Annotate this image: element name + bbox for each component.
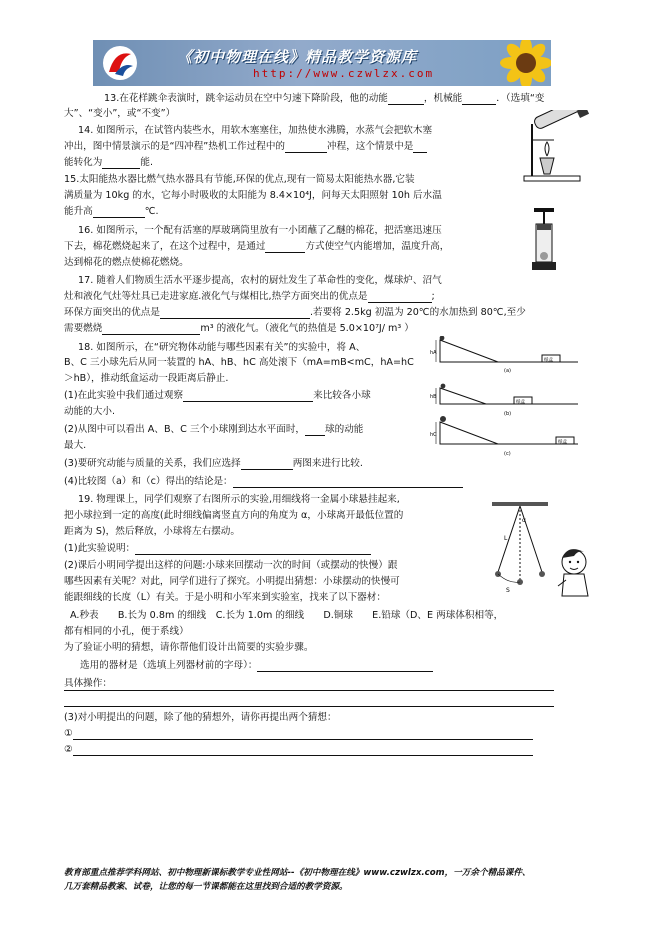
q14-line2: 冲出，图中情景演示的是“四冲程”热机工作过程中的 冲程，这个情景中是	[64, 141, 427, 153]
blank[interactable]	[285, 142, 327, 153]
footer-line1: 教育部重点推荐学科网站、初中物理新课标教学专业性网站--《初中物理在线》www.czwlzx.com，一万余个精品课件、	[64, 868, 531, 878]
q19-line6: 哪些因素有关呢？对此，同学们进行了探究。小明提出猜想：小球摆动的快慢可	[64, 576, 400, 587]
q13-line2: 大”、“变小”，或“不变”）	[64, 108, 176, 119]
label-alpha: α	[522, 517, 526, 524]
blank[interactable]	[305, 425, 325, 436]
q19-line11: 选用的器材是（选填上列器材前的字母）：	[80, 660, 433, 672]
q16-line3: 达到棉花的燃点使棉花燃烧。	[64, 257, 189, 268]
blank[interactable]	[368, 292, 432, 303]
q14-line3: 能转化为 能.	[64, 157, 154, 168]
q19-line12: 具体操作：	[64, 678, 112, 689]
blank[interactable]	[462, 94, 496, 105]
glass-cylinder-figure	[530, 206, 558, 274]
q18-line8: (3)要研究动能与质量的关系，我们应选择 两图来进行比较.	[64, 458, 363, 469]
blank[interactable]	[413, 142, 427, 153]
banner-url[interactable]: http://www.czwlzx.com	[253, 67, 435, 80]
q16-line2: 下去，棉花燃烧起来了，在这个过程中，是通过 方式使空气内能增加，温度升高，	[64, 241, 450, 252]
pendulum-figure	[478, 500, 598, 600]
q19-line4: (1)此实验说明：	[64, 543, 371, 555]
q15-line2: 满质量为 10kg 的水，它每小时吸收的太阳能为 8.4×10⁴J，问每天太阳照射 10h 后水温	[64, 190, 442, 201]
blank[interactable]	[257, 661, 433, 672]
boy-cartoon-icon	[558, 549, 588, 596]
box-a-label: 纸盒	[544, 358, 553, 363]
blank[interactable]	[93, 207, 145, 218]
ramp-c	[430, 416, 578, 457]
box-c-label: 纸盒	[558, 440, 567, 445]
q19-line5: (2)课后小明同学提出这样的问题:小球来回摆动一次的时间（或摆动的快慢）跟	[64, 560, 398, 571]
blank[interactable]	[160, 308, 310, 319]
q13-line1: 13.在花样跳伞表演时，跳伞运动员在空中匀速下降阶段，他的动能 ，机械能 ．（选填“变	[104, 93, 545, 104]
q19-line13: (3)对小明提出的问题，除了他的猜想外，请你再提出两个猜想：	[64, 712, 337, 723]
footer-line2: 几万套精品教案、试卷，让您的每一节课都能在这里找到合适的教学资源。	[64, 882, 348, 892]
label-hB: hB	[430, 394, 437, 400]
q15-line1: 15.太阳能热水器比燃气热水器具有节能,环保的优点,现有一简易太阳能热水器,它装	[64, 174, 415, 185]
fig-label-a: (a)	[504, 368, 511, 374]
q19-line7: 能跟细线的长度（L）有关。于是小明和小军来到实验室，找来了以下器材：	[64, 592, 386, 603]
q17-line3: 环保方面突出的优点是 .若要将 2.5kg 初温为 20℃的水加热到 80℃,至少	[64, 307, 526, 318]
q19-line10: 为了验证小明的猜想，请你帮他们设计出简要的实验步骤。	[64, 642, 314, 653]
answer-line[interactable]	[64, 706, 554, 707]
banner-title: 《初中物理在线》精品教学资源库	[177, 48, 418, 66]
q18-line3: ＞hB），推动纸盒运动一段距离后静止.	[64, 373, 229, 384]
test-tube-heating-figure	[510, 110, 600, 184]
ramp-a	[430, 336, 578, 374]
q18-line7: 最大.	[64, 440, 87, 451]
q17-line1: 17. 随着人们物质生活水平逐步提高，农村的厨灶发生了革命性的变化，煤球炉、沼气	[78, 275, 442, 286]
label-L: L	[504, 535, 508, 542]
header-banner	[93, 40, 551, 86]
blank[interactable]	[265, 242, 305, 253]
answer-line[interactable]	[64, 690, 554, 691]
q17-line4: 需要燃烧 m³ 的液化气。（液化气的热值是 5.0×10⁷J/ m³ ）	[64, 323, 414, 334]
ramp-b	[430, 384, 578, 417]
blank[interactable]	[102, 324, 200, 335]
q18-line9: (4)比较图（a）和（c）得出的结论是：	[64, 476, 463, 488]
q19-line15: ②	[64, 744, 533, 756]
q19-line3: 距离为 S)，然后释放，小球将左右摆动。	[64, 526, 240, 537]
q18-line2: B、C 三小球先后从同一装置的 hA、hB、hC 高处滚下（mA=mB<mC，hA=hC	[64, 357, 414, 368]
q19-line2: 把小球拉到一定的高度(此时细线偏离竖直方向的角度为 α，小球离开最低位置的	[64, 510, 404, 521]
site-logo-icon	[101, 44, 139, 82]
q19-line9: 都有相同的小孔，便于系线）	[64, 626, 189, 637]
q17-line2: 灶和液化气灶等灶具已走进家庭.液化气与煤相比,热学方面突出的优点是 ;	[64, 291, 435, 302]
box-b-label: 纸盒	[516, 400, 525, 405]
blank[interactable]	[388, 94, 424, 105]
q18-line5: 动能的大小.	[64, 406, 116, 417]
blank[interactable]	[102, 158, 140, 169]
sunflower-icon	[481, 40, 551, 86]
blank[interactable]	[183, 391, 313, 402]
label-hA: hA	[430, 350, 437, 356]
q14-line1: 14. 如图所示，在试管内装些水，用软木塞塞住，加热使水沸腾，水蒸气会把软木塞	[78, 125, 433, 136]
blank[interactable]	[241, 459, 293, 470]
label-hC: hC	[430, 432, 437, 438]
q15-line3: 能升高 ℃.	[64, 206, 159, 217]
ramp-experiment-figure	[428, 336, 588, 460]
label-S: S	[506, 587, 510, 594]
q18-line4: (1)在此实验中我们通过观察 来比较各小球	[64, 390, 371, 401]
q19-line14: ①	[64, 728, 533, 740]
ball-c	[440, 416, 446, 422]
blank[interactable]	[233, 477, 463, 488]
q16-line1: 16. 如图所示，一个配有活塞的厚玻璃筒里放有一小团蘸了乙醚的棉花，把活塞迅速压	[78, 225, 442, 236]
q19-line8: A.秒表 B.长为 0.8m 的细线 C.长为 1.0m 的细线 D.铜球 E.铅球（D、E 两球体积相等，	[70, 610, 504, 621]
fig-label-c: (c)	[504, 451, 511, 457]
q18-line6: (2)从图中可以看出 A、B、C 三个小球刚到达水平面时， 球的动能	[64, 424, 364, 435]
q18-line1: 18. 如图所示，在“研究物体动能与哪些因素有关”的实验中，将 A、	[78, 342, 366, 353]
blank[interactable]	[135, 544, 371, 555]
q19-line1: 19. 物理课上，同学们观察了右图所示的实验,用细线将一金属小球悬挂起来,	[78, 494, 400, 505]
ball-b	[441, 384, 446, 389]
blank[interactable]	[73, 745, 533, 756]
blank[interactable]	[73, 729, 533, 740]
fig-label-b: (b)	[504, 411, 512, 417]
